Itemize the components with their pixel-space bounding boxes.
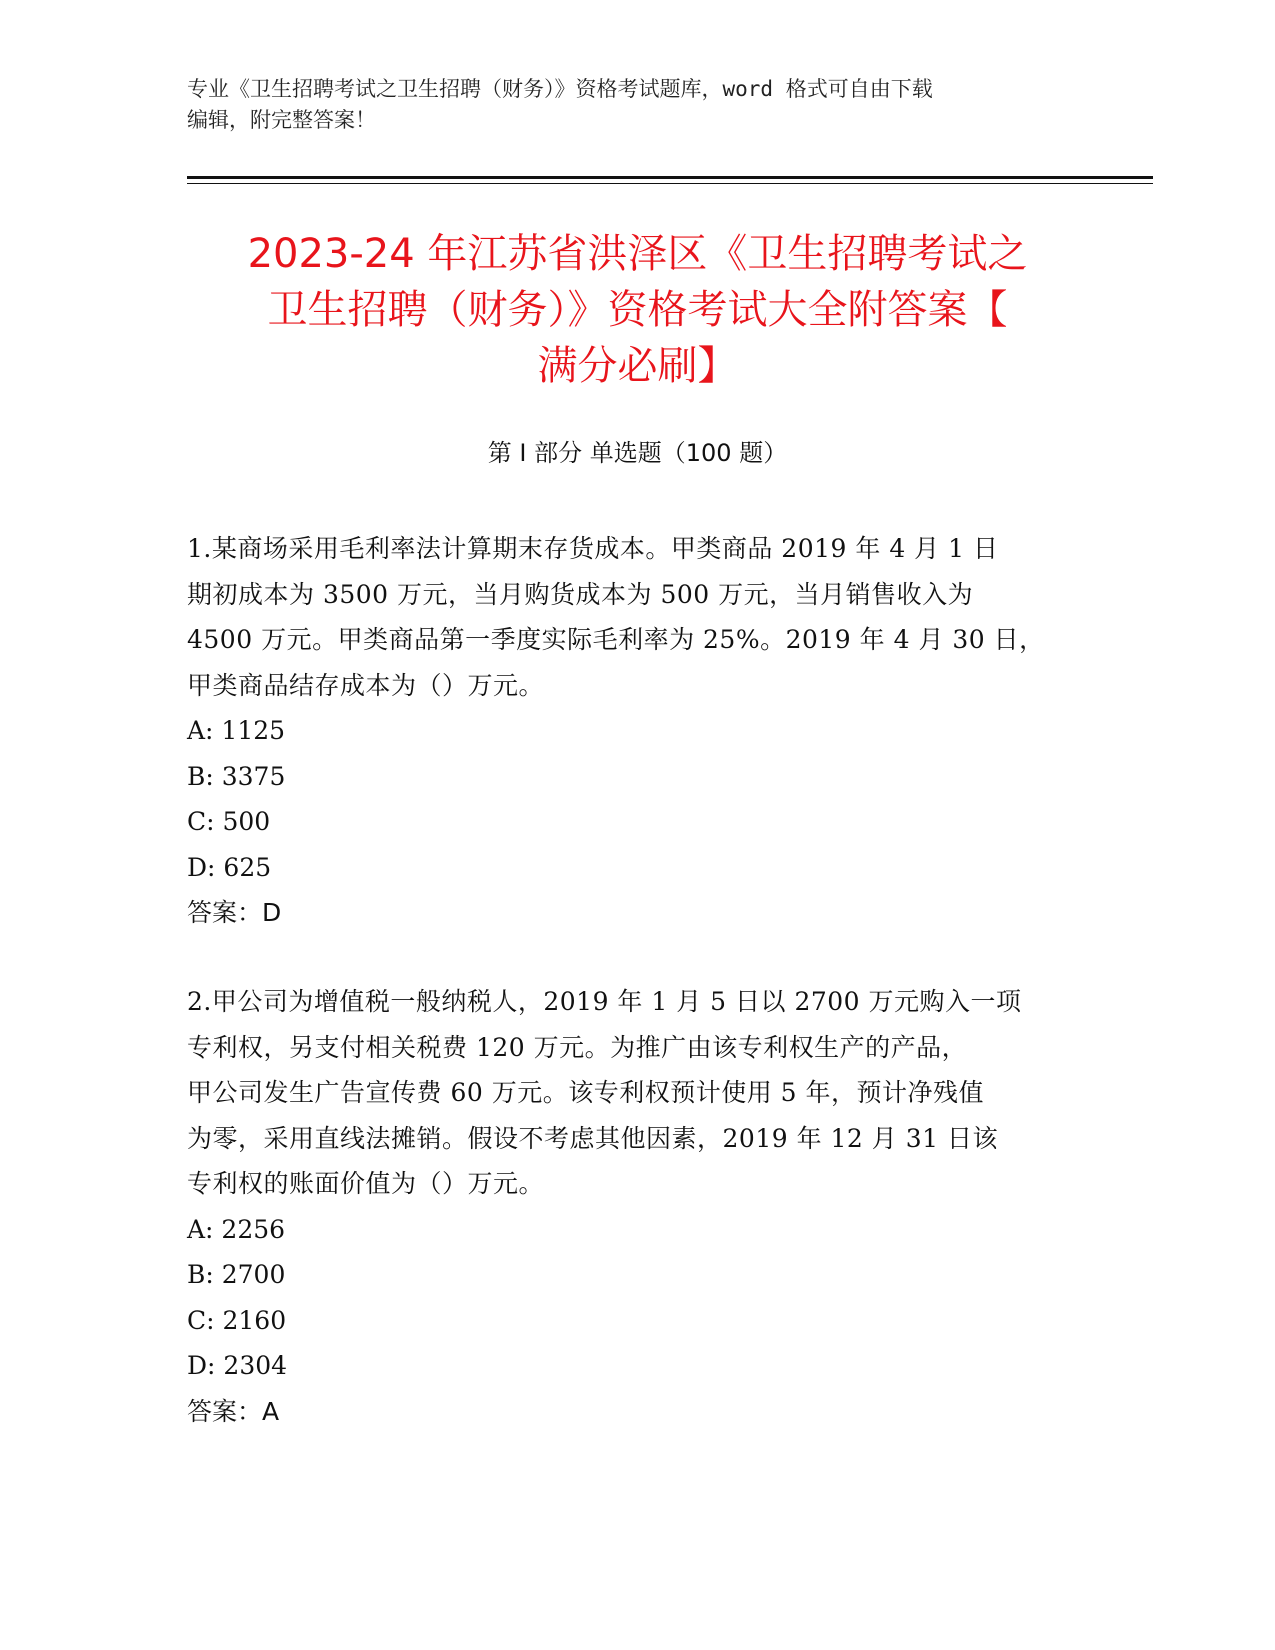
question-2 — [187, 979, 1077, 1434]
question-1-option-d: D: 625 — [187, 852, 272, 882]
question-2-answer: 答案：A — [187, 1396, 280, 1426]
question-1 — [187, 526, 1077, 936]
question-1-option-c: C: 500 — [187, 807, 271, 836]
question-1-stem-line: 期初成本为 3500 万元，当月购货成本为 500 万元，当月销售收入为 — [187, 579, 974, 609]
question-1-stem-line: 1.某商场采用毛利率法计算期末存货成本。甲类商品 2019 年 4 月 1 日 — [187, 534, 999, 563]
header-note — [187, 74, 1067, 136]
header-divider-thick — [187, 176, 1153, 179]
section-title: 第 I 部分 单选题（100 题） — [487, 439, 788, 467]
title-line-1: 2023-24 年江苏省洪泽区《卫生招聘考试之 — [247, 231, 1028, 277]
question-1-option-b: B: 3375 — [187, 761, 286, 791]
question-1-stem — [187, 526, 1077, 708]
document-title — [160, 226, 1115, 394]
question-2-stem — [187, 979, 1077, 1207]
question-1-answer: 答案：D — [187, 898, 282, 927]
question-1-stem-line: 4500 万元。甲类商品第一季度实际毛利率为 25%。2019 年 4 月 30 日， — [187, 625, 1045, 654]
question-2-stem-line: 专利权的账面价值为（）万元。 — [187, 1169, 545, 1198]
title-line-2: 卫生招聘（财务）》资格考试大全附答案【 — [267, 287, 1008, 333]
question-2-stem-line: 甲公司发生广告宣传费 60 万元。该专利权预计使用 5 年，预计净残值 — [187, 1078, 985, 1107]
question-1-stem-line: 甲类商品结存成本为（）万元。 — [187, 670, 545, 700]
question-2-option-b: B: 2700 — [187, 1260, 286, 1289]
question-2-stem-line: 专利权，另支付相关税费 120 万元。为推广由该专利权生产的产品， — [187, 1032, 968, 1062]
question-2-option-c: C: 2160 — [187, 1305, 287, 1335]
header-divider-thin — [187, 183, 1153, 184]
title-line-3: 满分必刷】 — [537, 343, 738, 389]
question-2-option-d: D: 2304 — [187, 1351, 288, 1380]
question-2-stem-line: 2.甲公司为增值税一般纳税人，2019 年 1 月 5 日以 2700 万元购入一项 — [187, 987, 1022, 1016]
header-note-line-1: 专业《卫生招聘考试之卫生招聘（财务）》资格考试题库，word 格式可自由下载 — [187, 77, 933, 101]
question-2-stem-line: 为零，采用直线法摊销。假设不考虑其他因素，2019 年 12 月 31 日该 — [187, 1123, 998, 1153]
question-1-option-a: A: 1125 — [187, 716, 286, 745]
header-note-line-2: 编辑，附完整答案！ — [187, 108, 376, 132]
question-2-option-a: A: 2256 — [187, 1214, 286, 1244]
